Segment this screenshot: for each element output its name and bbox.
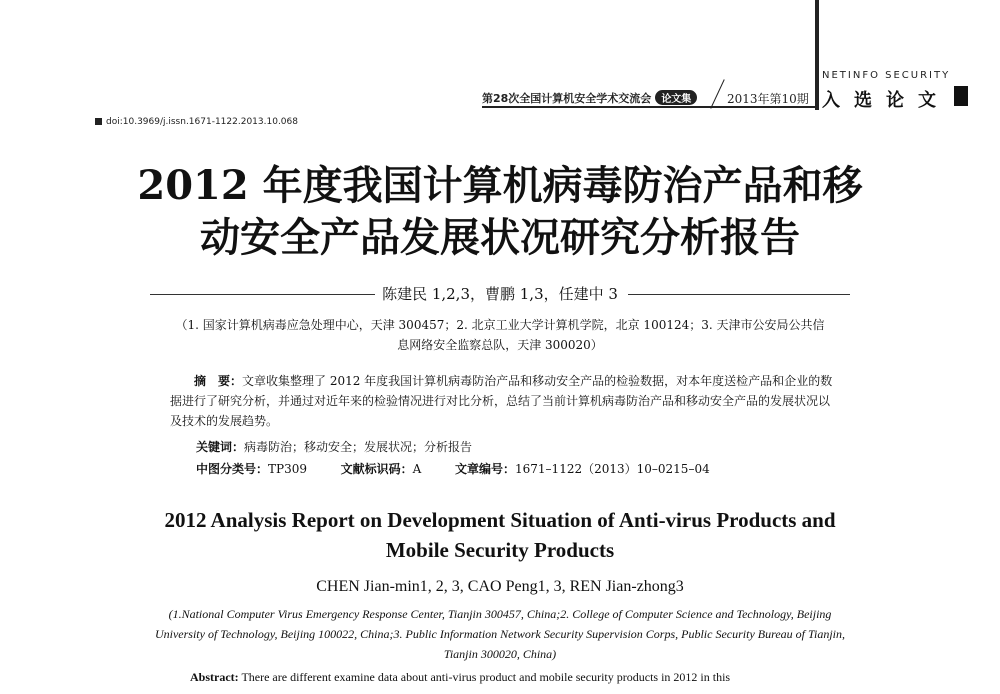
article-number-label: 文章编号：	[455, 462, 516, 476]
issue-label: 2013年第10期	[727, 92, 809, 106]
classification-cn	[196, 460, 710, 477]
proceedings-badge: 论文集	[655, 90, 697, 105]
header-rule	[482, 106, 817, 108]
header-slash-divider	[710, 79, 724, 108]
keywords-cn	[196, 438, 472, 455]
keywords-cn-text: 病毒防治；移动安全；发展状况；分析报告	[244, 440, 473, 454]
conference-label: 第28次全国计算机安全学术交流会	[482, 92, 652, 105]
section-label: 入选论文	[822, 90, 950, 111]
clc-value: TP309	[268, 462, 307, 476]
clc-label: 中图分类号：	[196, 462, 269, 476]
journal-brand: NETINFO SECURITY	[822, 70, 951, 81]
authors-cn: 陈建民 1,2,3，曹鹏 1,3，任建中 3	[382, 285, 618, 303]
section-marker-block	[954, 86, 968, 106]
abstract-en-label: Abstract:	[190, 670, 239, 684]
header-vertical-bar	[815, 0, 819, 110]
conference-name	[482, 90, 697, 106]
abstract-cn-text: 文章收集整理了 2012 年度我国计算机病毒防治产品和移动安全产品的检验数据，对本年度送检产品和企业的数据进行了研究分析，并通过对近年来的检验情况进行对比分析，总结了当前计算机病毒防治产品和移动安全产品的发展状况以及技术的发展趋势。	[170, 374, 833, 428]
abstract-cn	[170, 371, 840, 431]
affiliations-cn: （1. 国家计算机病毒应急处理中心，天津 300457；2. 北京工业大学计算机学院，北京 100124；3. 天津市公安局公共信息网络安全监察总队，天津 300020）	[175, 318, 825, 352]
keywords-cn-label: 关键词：	[196, 440, 245, 454]
journal-header	[0, 0, 1000, 110]
abstract-en-text: There are different examine data about anti-virus product and mobile security products in 2012 in this	[241, 670, 731, 684]
abstract-cn-label: 摘 要：	[194, 374, 243, 388]
author-rule-right	[628, 294, 850, 295]
article-number-value: 1671–1122（2013）10–0215–04	[515, 462, 710, 476]
doc-code-label: 文献标识码：	[340, 462, 413, 476]
paper-title-en: 2012 Analysis Report on Development Situation of Anti-virus Products and Mobile Security Products	[164, 508, 836, 562]
abstract-en	[190, 670, 830, 685]
affiliations-en: (1.National Computer Virus Emergency Response Center, Tianjin 300457, China;2. College of Computer Science and Technology, Beijing University of Technology, Beijing 100022, China;3. Public Information Network Security Supervision Corps, Public Security Bureau of Tianjin, Tianjin 300020, China)	[154, 607, 846, 661]
doc-code-value: A	[412, 462, 422, 476]
paper-title-cn: 2012 年度我国计算机病毒防治产品和移动安全产品发展状况研究分析报告	[137, 162, 863, 261]
doi-line	[95, 117, 298, 127]
authors-en: CHEN Jian-min1, 2, 3, CAO Peng1, 3, REN Jian-zhong3	[316, 578, 684, 595]
doi-bullet-icon	[95, 118, 102, 125]
doi-text: doi:10.3969/j.issn.1671-1122.2013.10.068	[106, 117, 298, 127]
